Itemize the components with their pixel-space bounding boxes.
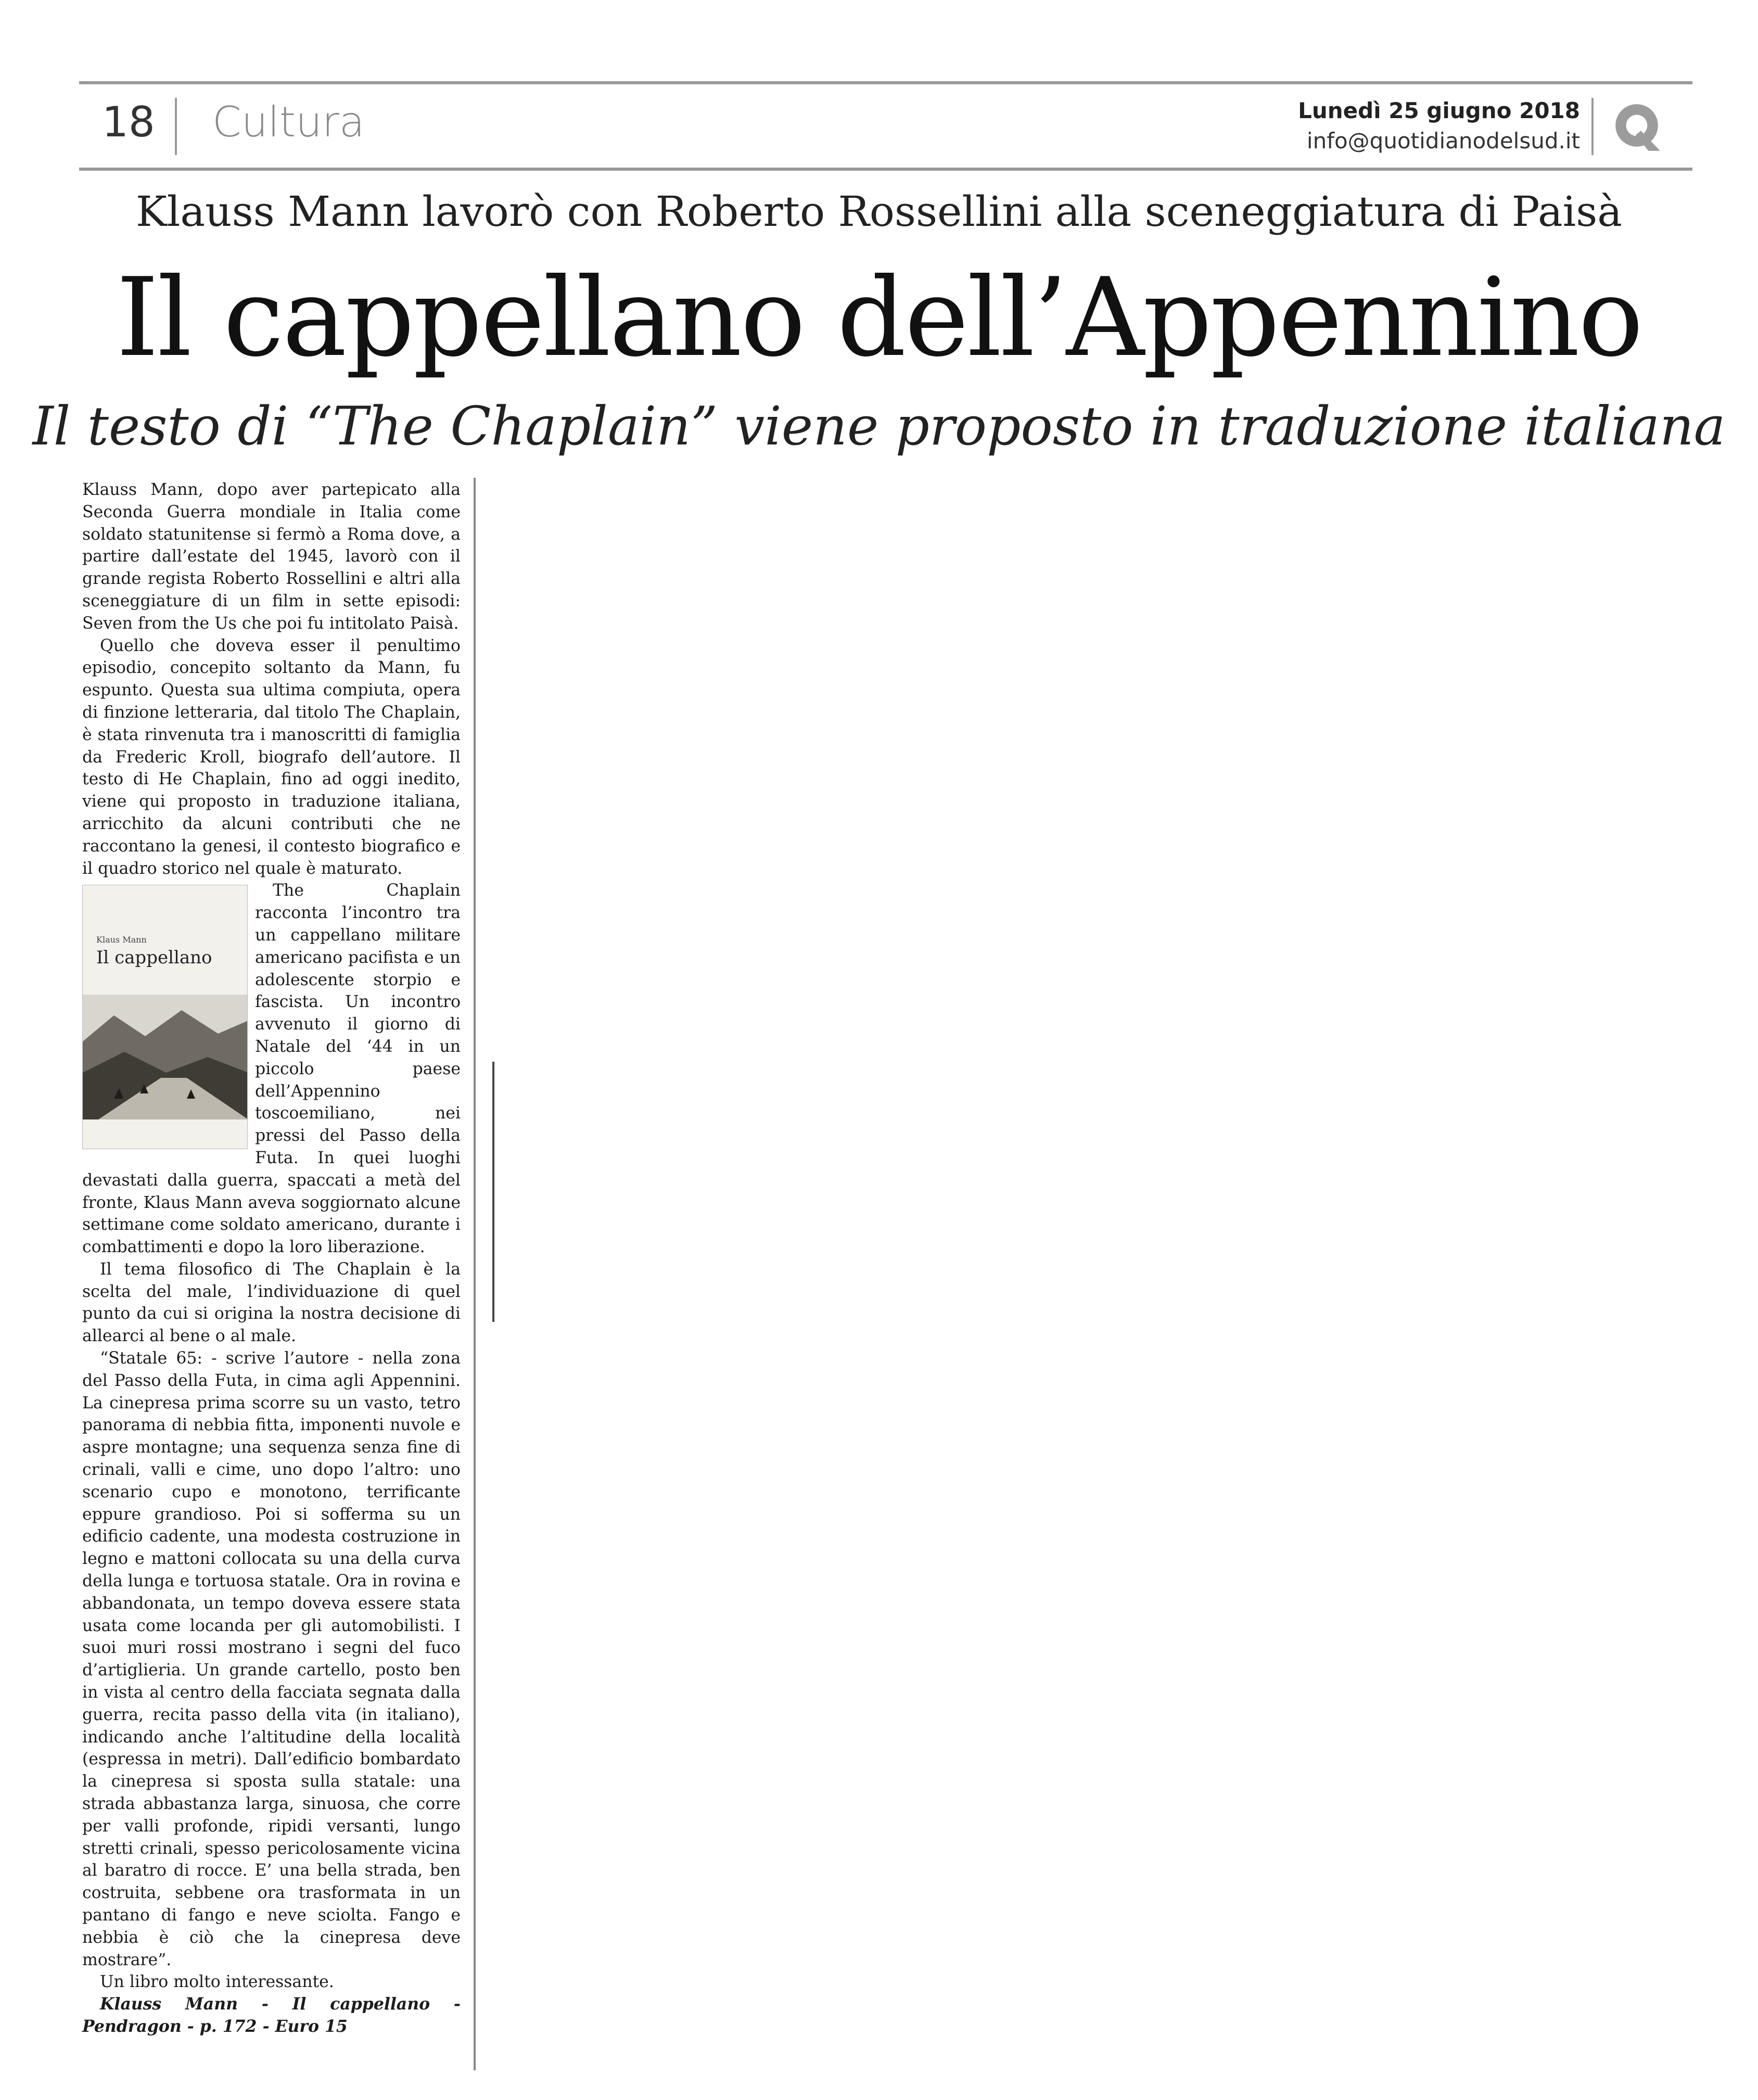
article-subtitle: Il testo di “The Chaplain” viene proposto in traduzione italiana [32, 396, 1726, 457]
header-top-rule [79, 81, 1692, 84]
article-kicker: Klauss Mann lavorò con Roberto Rossellini alla sceneggiatura di Paisà [136, 187, 1622, 236]
logo-divider [1591, 98, 1594, 155]
header-divider [175, 98, 177, 155]
column-rule [474, 478, 476, 2070]
header-bottom-rule [79, 168, 1692, 171]
contact-email[interactable]: info@quotidianodelsud.it [1306, 128, 1580, 154]
page-number: 18 [102, 98, 155, 146]
paragraph: Il tema filosofico di The Chaplain è la scelta del male, l’individuazione di quel punto da cui si origina la nostra decisione di allearci al bene o al male. [82, 1259, 461, 1346]
column-rule-short [492, 1062, 494, 1322]
book-cover-author: Klaus Mann [96, 935, 147, 945]
article-title: Il cappellano dell’Appennino [116, 255, 1642, 381]
book-cover-image [82, 885, 248, 1149]
book-cover-title: Il cappellano [96, 947, 212, 969]
paragraph: Klauss Mann, dopo aver partepicato alla Seconda Guerra mondiale in Italia come soldato statunitense si fermò a Roma dove, a partire dall’estate del 1945, lavorò con il grande regista Roberto Rossellini e altri alla sceneggiature di un film in sette episodi: Seven from the Us che poi fu intitolato Paisà. [82, 480, 461, 633]
q-logo-icon [1611, 100, 1664, 153]
paragraph: “Statale 65: - scrive l’autore - nella zona del Passo della Futa, in cima agli Appennini. La cinepresa prima scorre su un vasto, tetro panorama di nebbia fitta, imponenti nuvole e aspre montagne; una sequenza senza fine di crinali, valli e cime, uno dopo l’altro: uno scenario cupo e monotono, terrificante eppure grandioso. Poi si sofferma su un edificio cadente, una modesta costruzione in legno e mattoni collocata su una della curva della lunga e tortuosa statale. Ora in rovina e abbandonata, un tempo doveva essere stata usata come locanda per gli automobilisti. I suoi muri rossi mostrano i segni del fuco d’artiglieria. Un grande cartello, posto ben in vista al centro della facciata segnata dalla guerra, recita passo della vita (in italiano), indicando anche l’altitudine della località (espressa in metri). Dall’edificio bombardato la cinepresa si sposta sulla statale: una strada abbastanza larga, sinuosa, che corre per valli profonde, ripidi versanti, lungo stretti crinali, spesso pericolosamente vicina al baratro di rocce. E’ una bella strada, ben costruita, sebbene ora trasformata in un pantano di fango e neve sciolta. Fango e nebbia è ciò che la cinepresa deve mostrare”. [82, 1349, 461, 1969]
section-name: Cultura [212, 98, 365, 146]
book-cover-photo [83, 995, 248, 1119]
paragraph: The Chaplain racconta l’incontro tra un cappellano militare americano pacifista e un adolescente storpio e fascista. Un incontro avvenuto il giorno di Natale del ‘44 in un piccolo paese dell’Appennino toscoemiliano, nei pressi del Passo della Futa. In quei luoghi devastati dalla guerra, spaccati a metà del fronte, Klaus Mann aveva soggiornato alcune settimane come soldato americano, durante i combattimenti e dopo la loro liberazione. [82, 881, 461, 1257]
paragraph: Quello che doveva esser il penultimo episodio, concepito soltanto da Mann, fu espunto. Questa sua ultima compiuta, opera di finzione letteraria, dal titolo The Chaplain, è stata rinvenuta tra i manoscritti di famiglia da Frederic Kroll, biografo dell’autore. Il testo di He Chaplain, fino ad oggi inedito, viene qui proposto in traduzione italiana, arricchito da alcuni contributi che ne raccontano la genesi, il contesto biografico e il quadro storico nel quale è maturato. [82, 636, 461, 878]
book-credit: Klauss Mann - Il cappellano - Pendragon - p. 172 - Euro 15 [82, 1994, 461, 2036]
article-body [82, 479, 461, 2038]
issue-date: Lunedì 25 giugno 2018 [1298, 98, 1580, 123]
paragraph: Un libro molto interessante. [100, 1972, 334, 1992]
